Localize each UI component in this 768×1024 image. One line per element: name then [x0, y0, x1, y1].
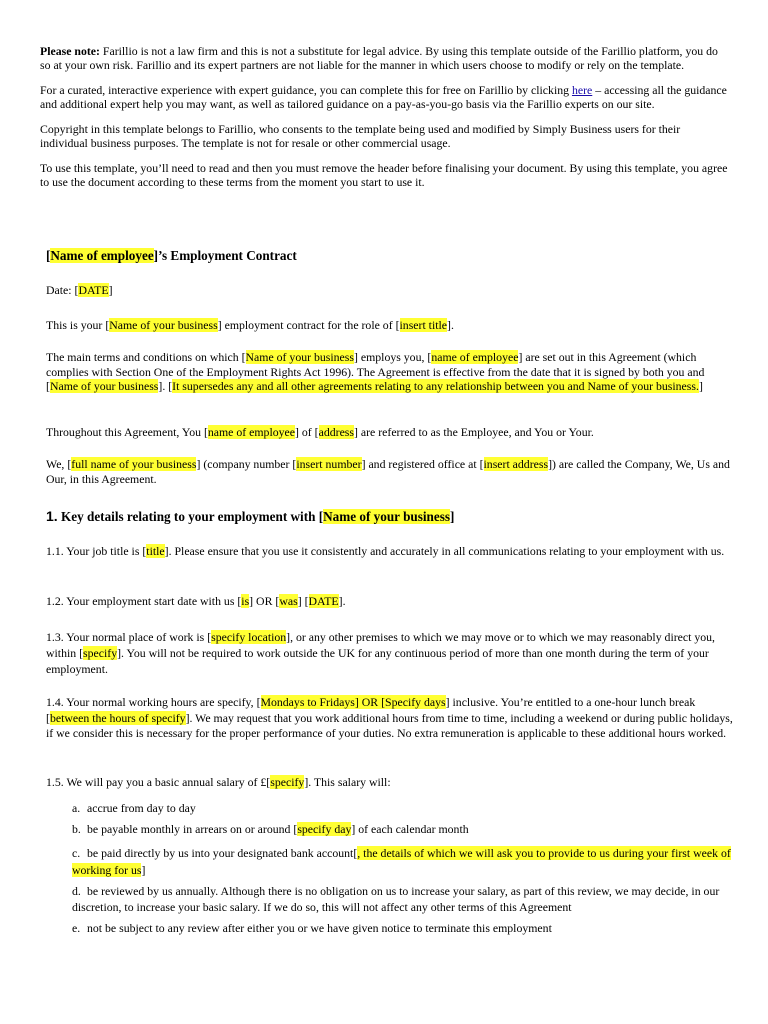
clause-1-2-date-placeholder: DATE — [308, 594, 339, 608]
through-address-placeholder: address — [318, 425, 354, 439]
clause-1-1-text-b: ]. Please ensure that you use it consistently and accurately in all communications relating to your employment with us. — [164, 544, 725, 558]
terms-business-placeholder-2: Name of your business — [49, 379, 159, 393]
date-bracket: ] — [108, 283, 113, 297]
clause-1-2-is-placeholder: is — [241, 594, 250, 608]
intro-text-a: This is your [ — [46, 318, 110, 332]
clause-1-2-text-d: ]. — [338, 594, 346, 608]
we-text-c: ] and registered office at [ — [361, 457, 484, 471]
farillio-here-link[interactable]: here — [571, 83, 593, 97]
clause-1-2-text-c: ] [ — [297, 594, 309, 608]
terms-text-c: ] are set out in this Agreement (which complies with Section One of the Employment Rights Act 1996). The Agreement is effective from the date that it is signed by both you and [ — [46, 350, 705, 393]
date-placeholder: DATE — [78, 283, 109, 297]
disclaimer — [40, 44, 730, 200]
clause-1-2-text-b: ] OR [ — [249, 594, 280, 608]
list-item-c-text-a: be paid directly by us into your designated bank account[ — [87, 846, 358, 860]
clause-1-1-title-placeholder: title — [146, 544, 165, 558]
intro-text-c: ]. — [447, 318, 454, 332]
terms-supersede-placeholder: It supersedes any and all other agreements relating to any relationship between you and Name of your business. — [172, 379, 699, 393]
please-note-label: Please note: — [40, 44, 100, 58]
list-item-e-label: e. — [72, 921, 81, 935]
disclaimer-text: Farillio is not a law firm and this is not a substitute for legal advice. By using this template outside of the Farillio platform, you do so at your own risk. Farillio and its expert partners are not liable for the manner in which users choose to modify or rely on the template. — [40, 44, 718, 72]
section-1-heading — [46, 508, 454, 525]
list-item-b-label: b. — [72, 822, 81, 836]
list-item-e-text: not be subject to any review after either you or we have given notice to terminate this employment — [87, 921, 552, 935]
clause-1-5 — [46, 775, 736, 790]
intro-title-placeholder: insert title — [399, 318, 448, 332]
list-item-d — [72, 883, 732, 915]
date-label: Date: [ — [46, 283, 79, 297]
terms-text-d: ]. [ — [158, 379, 173, 393]
list-item-c-bank-placeholder: , the details of which we will ask you to provide to us during your first week of working for us — [72, 846, 731, 877]
through-text-b: ] of [ — [295, 425, 319, 439]
section-1-title-a: Key details relating to your employment with [ — [57, 509, 324, 524]
contract-title — [46, 248, 297, 264]
list-item-b-day-placeholder: specify day — [297, 822, 352, 836]
clause-1-4-number: 1.4. — [46, 695, 64, 709]
clause-1-4-text-c: ]. We may request that you work additional hours from time to time, including a weekend or during public holidays, if we consider this is necessary for the proper performance of your duties. No extra remuneration is applicable to these additional hours worked. — [46, 710, 733, 740]
guidance-text-a: For a curated, interactive experience with expert guidance, you can complete this for free on Farillio by clicking — [40, 83, 572, 97]
list-item-b-text-b: ] of each calendar month — [351, 822, 469, 836]
we-text-b: ] (company number [ — [196, 457, 297, 471]
disclaimer-copyright: Copyright in this template belongs to Farillio, who consents to the template being used and modified by Simply Business users for their individual business purposes. The template is not for resale or other commercial usage. — [40, 122, 681, 150]
disclaimer-note — [40, 44, 730, 72]
clause-1-5-text-b: ]. This salary will: — [304, 775, 391, 789]
section-1-title-b: ] — [450, 509, 455, 524]
list-item-c — [72, 845, 732, 879]
clause-1-2 — [46, 594, 736, 609]
clause-1-3-number: 1.3. — [46, 630, 64, 644]
list-item-d-text: be reviewed by us annually. Although there is no obligation on us to increase your salary, as part of this review, we may decide, in our discretion, to increase your basic salary. If we do so, this will not affect any other terms of this Agreement — [72, 884, 720, 914]
through-text-c: ] are referred to as the Employee, and You or Your. — [354, 425, 594, 439]
list-item-a-text: accrue from day to day — [87, 801, 196, 815]
guidance-text-b: – accessing all the guidance and additional expert help you may want, as well as tailored guidance on a pay-as-you-go basis via the Farillio experts on our site. — [40, 83, 727, 111]
list-item-c-label: c. — [72, 846, 81, 860]
contract-company — [46, 457, 736, 486]
list-item-b-text-a: be payable monthly in arrears on or around [ — [87, 822, 298, 836]
list-item-b — [72, 822, 732, 837]
section-1-business-placeholder: Name of your business — [323, 509, 451, 524]
clause-1-1-text-a: Your job title is [ — [63, 544, 147, 558]
terms-business-placeholder: Name of your business — [245, 350, 354, 364]
clause-1-4-hours-placeholder: between the hours of specify — [49, 710, 186, 725]
terms-text-e: ] — [698, 379, 703, 393]
clause-1-3-text-c: ]. You will not be required to work outside the UK for any continuous period of more than one month during the term of your employment. — [46, 646, 709, 676]
we-address-placeholder: insert address — [483, 457, 549, 471]
terms-text-a: The main terms and conditions on which [ — [46, 350, 246, 364]
clause-1-5-number: 1.5. — [46, 775, 64, 789]
clause-1-1-number: 1.1. — [46, 544, 64, 558]
clause-1-4-days-placeholder: Mondays to Fridays] OR [Specify days — [260, 695, 446, 709]
clause-1-1 — [46, 544, 736, 559]
disclaimer-guidance — [40, 83, 730, 111]
clause-1-4-text-b: ] inclusive. You’re entitled to a one-hour lunch break [ — [46, 695, 696, 725]
list-item-d-label: d. — [72, 884, 81, 898]
disclaimer-usage: To use this template, you’ll need to read and then you must remove the header before finalising your document. By using this template, you agree to use the document according to these terms from the moment you start to use it. — [40, 161, 728, 189]
section-1-number: 1. — [46, 508, 58, 524]
we-text-a: We, [ — [46, 457, 72, 471]
terms-employee-placeholder: name of employee — [431, 350, 519, 364]
through-text-a: Throughout this Agreement, You [ — [46, 425, 208, 439]
we-text-d: ]) are called the Company, We, Us and Our, in this Agreement. — [46, 457, 730, 486]
clause-1-5-salary-placeholder: specify — [270, 775, 305, 789]
clause-1-4 — [46, 695, 736, 742]
terms-text-b: ] employs you, [ — [353, 350, 432, 364]
clause-1-5-text-a: We will pay you a basic annual salary of £[ — [63, 775, 271, 789]
contract-terms — [46, 350, 736, 394]
clause-1-2-text-a: Your employment start date with us [ — [63, 594, 242, 608]
list-item-c-text-b: ] — [141, 863, 146, 877]
clause-1-3-text-a: Your normal place of work is [ — [63, 630, 212, 644]
title-employee-placeholder: Name of employee — [50, 248, 154, 263]
clause-1-2-was-placeholder: was — [279, 594, 298, 608]
clause-1-3-text-b: ], or any other premises to which we may move or to which we may reasonably direct you, within [ — [46, 630, 715, 660]
we-number-placeholder: insert number — [296, 457, 362, 471]
clause-1-2-number: 1.2. — [46, 594, 64, 608]
intro-text-b: ] employment contract for the role of [ — [217, 318, 400, 332]
list-item-a — [72, 801, 732, 816]
contract-date — [46, 283, 736, 298]
contract-intro — [46, 318, 736, 333]
clause-1-3-specify-placeholder: specify — [83, 646, 118, 660]
contract-throughout — [46, 425, 736, 440]
list-item-a-label: a. — [72, 801, 81, 815]
title-suffix: ]’s Employment Contract — [153, 248, 297, 263]
clause-1-3-location-placeholder: specify location — [211, 630, 287, 644]
intro-business-placeholder: Name of your business — [109, 318, 218, 332]
clause-1-3 — [46, 629, 736, 677]
clause-1-4-text-a: Your normal working hours are specify, [ — [63, 695, 261, 709]
we-business-placeholder: full name of your business — [71, 457, 197, 471]
through-employee-placeholder: name of employee — [207, 425, 296, 439]
list-item-e — [72, 921, 732, 936]
title-bracket: [ — [46, 248, 51, 263]
